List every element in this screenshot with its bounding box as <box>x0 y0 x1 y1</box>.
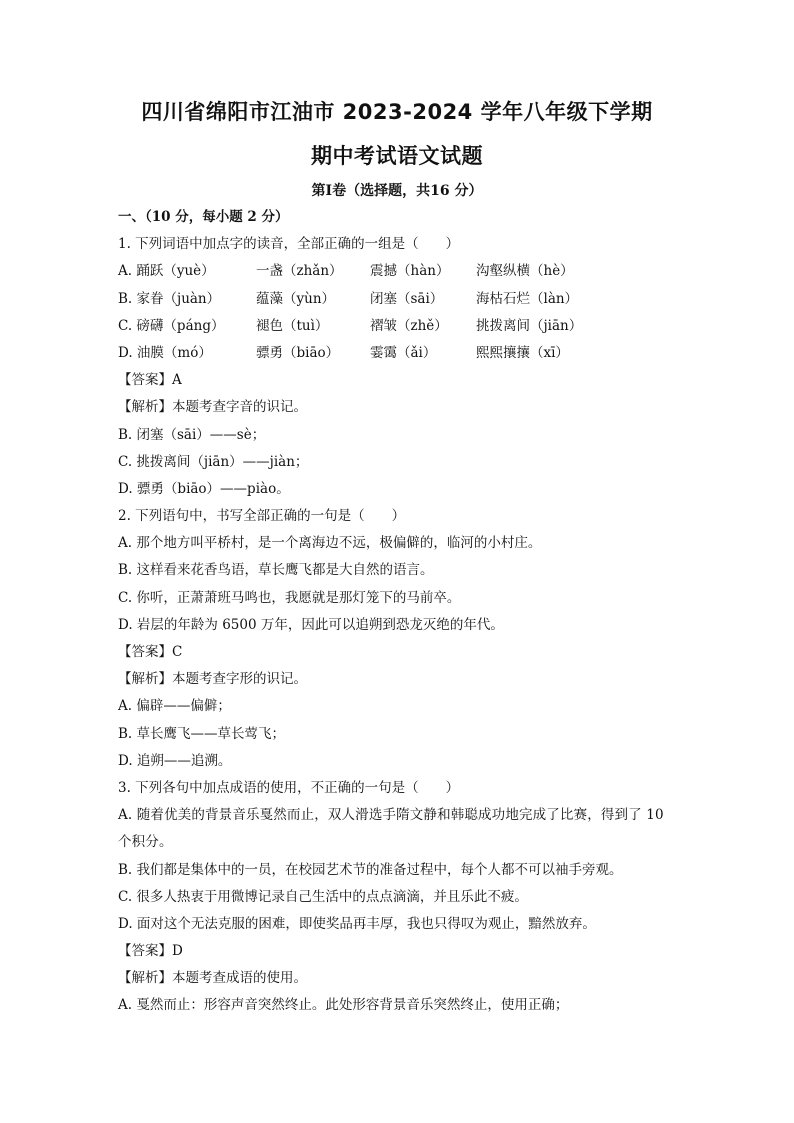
question-1-note: D. 骠勇（biāo）——piào。 <box>118 480 290 497</box>
question-3-analysis: 【解析】本题考查成语的使用。 <box>118 970 307 987</box>
option-term: C. 磅礴（páng） <box>118 317 225 334</box>
question-2-note: B. 草长鹰飞——草长莺飞； <box>118 725 286 742</box>
option-term: 震撼（hàn） <box>370 263 450 280</box>
question-2-option-c: C. 你听，正萧萧班马鸣也，我愿就是那灯笼下的马前卒。 <box>118 589 461 606</box>
question-1-answer: 【答案】A <box>118 372 182 389</box>
option-term: 闭塞（sāi） <box>370 290 444 307</box>
question-3-option-a: A. 随着优美的背景音乐戛然而止，双人滑选手隋文静和韩聪成功地完成了比赛，得到了 10 个积分。 <box>118 807 664 851</box>
question-2-stem: 2. 下列语句中，书写全部正确的一句是（ ） <box>118 508 406 525</box>
question-3-option-b: B. 我们都是集体中的一员，在校园艺术节的准备过程中，每个人都不可以袖手旁观。 <box>118 861 623 878</box>
question-3-stem: 3. 下列各句中加点成语的使用，不正确的一句是（ ） <box>118 779 460 796</box>
question-2-option-b: B. 这样看来花香鸟语，草长鹰飞都是大自然的语言。 <box>118 562 434 579</box>
question-1-option-d <box>118 340 688 367</box>
option-term: D. 油膜（mó） <box>118 344 212 361</box>
question-3-answer: 【答案】D <box>118 943 183 960</box>
question-2-answer: 【答案】C <box>118 644 183 660</box>
question-1-stem: 1. 下列词语中加点字的读音，全部正确的一组是（ ） <box>118 236 460 253</box>
option-term: 沟壑纵横（hè） <box>476 263 574 280</box>
option-term: 骠勇（biāo） <box>256 344 340 361</box>
document-title-line-2: 期中考试语文试题 <box>311 144 483 168</box>
question-3-option-d: D. 面对这个无法克服的困难，即使奖品再丰厚，我也只得叹为观止，黯然放弃。 <box>118 915 596 932</box>
option-term: 褶皱（zhě） <box>370 317 448 334</box>
option-term: 一盏（zhǎn） <box>256 263 343 280</box>
question-1-option-c <box>118 313 688 340</box>
question-1-option-a <box>118 258 688 285</box>
option-term: 褪色（tuì） <box>256 317 329 334</box>
option-term: 熙熙攘攘（xī） <box>476 344 569 361</box>
option-term: 霎霭（ǎi） <box>370 344 437 361</box>
question-2-note: D. 追朔——追溯。 <box>118 752 232 769</box>
question-1-option-b <box>118 286 688 313</box>
question-3-note: A. 戛然而止：形容声音突然终止。此处形容背景音乐突然终止，使用正确； <box>118 997 569 1014</box>
option-term: 蕴藻（yùn） <box>256 290 336 307</box>
document-title-line-1: 四川省绵阳市江油市 2023-2024 学年八年级下学期 <box>141 100 653 124</box>
exam-body <box>118 204 688 1020</box>
option-term: 海枯石烂（làn） <box>476 290 579 307</box>
option-term: A. 踊跃（yuè） <box>118 263 215 280</box>
question-2-analysis: 【解析】本题考查字形的识记。 <box>118 671 307 688</box>
question-3-option-c: C. 很多人热衷于用微博记录自己生活中的点点滴滴，并且乐此不疲。 <box>118 888 528 905</box>
question-1-note: B. 闭塞（sāi）——sè； <box>118 426 266 443</box>
question-2-option-a: A. 那个地方叫平桥村，是一个离海边不远，极偏僻的，临河的小村庄。 <box>118 535 542 552</box>
question-1-note: C. 挑拨离间（jiān）——jiàn； <box>118 453 309 470</box>
option-term: B. 家眷（juàn） <box>118 290 221 307</box>
question-2-note: A. 偏辟——偏僻； <box>118 698 231 715</box>
question-1-analysis: 【解析】本题考查字音的识记。 <box>118 399 307 416</box>
section-heading: 一、（10 分，每小题 2 分） <box>118 209 289 225</box>
option-term: 挑拨离间（jiān） <box>476 317 583 334</box>
part-subtitle: 第Ⅰ卷（选择题，共16 分） <box>311 183 483 199</box>
question-2-option-d: D. 岩层的年龄为 6500 万年，因此可以追朔到恐龙灭绝的年代。 <box>118 616 504 633</box>
